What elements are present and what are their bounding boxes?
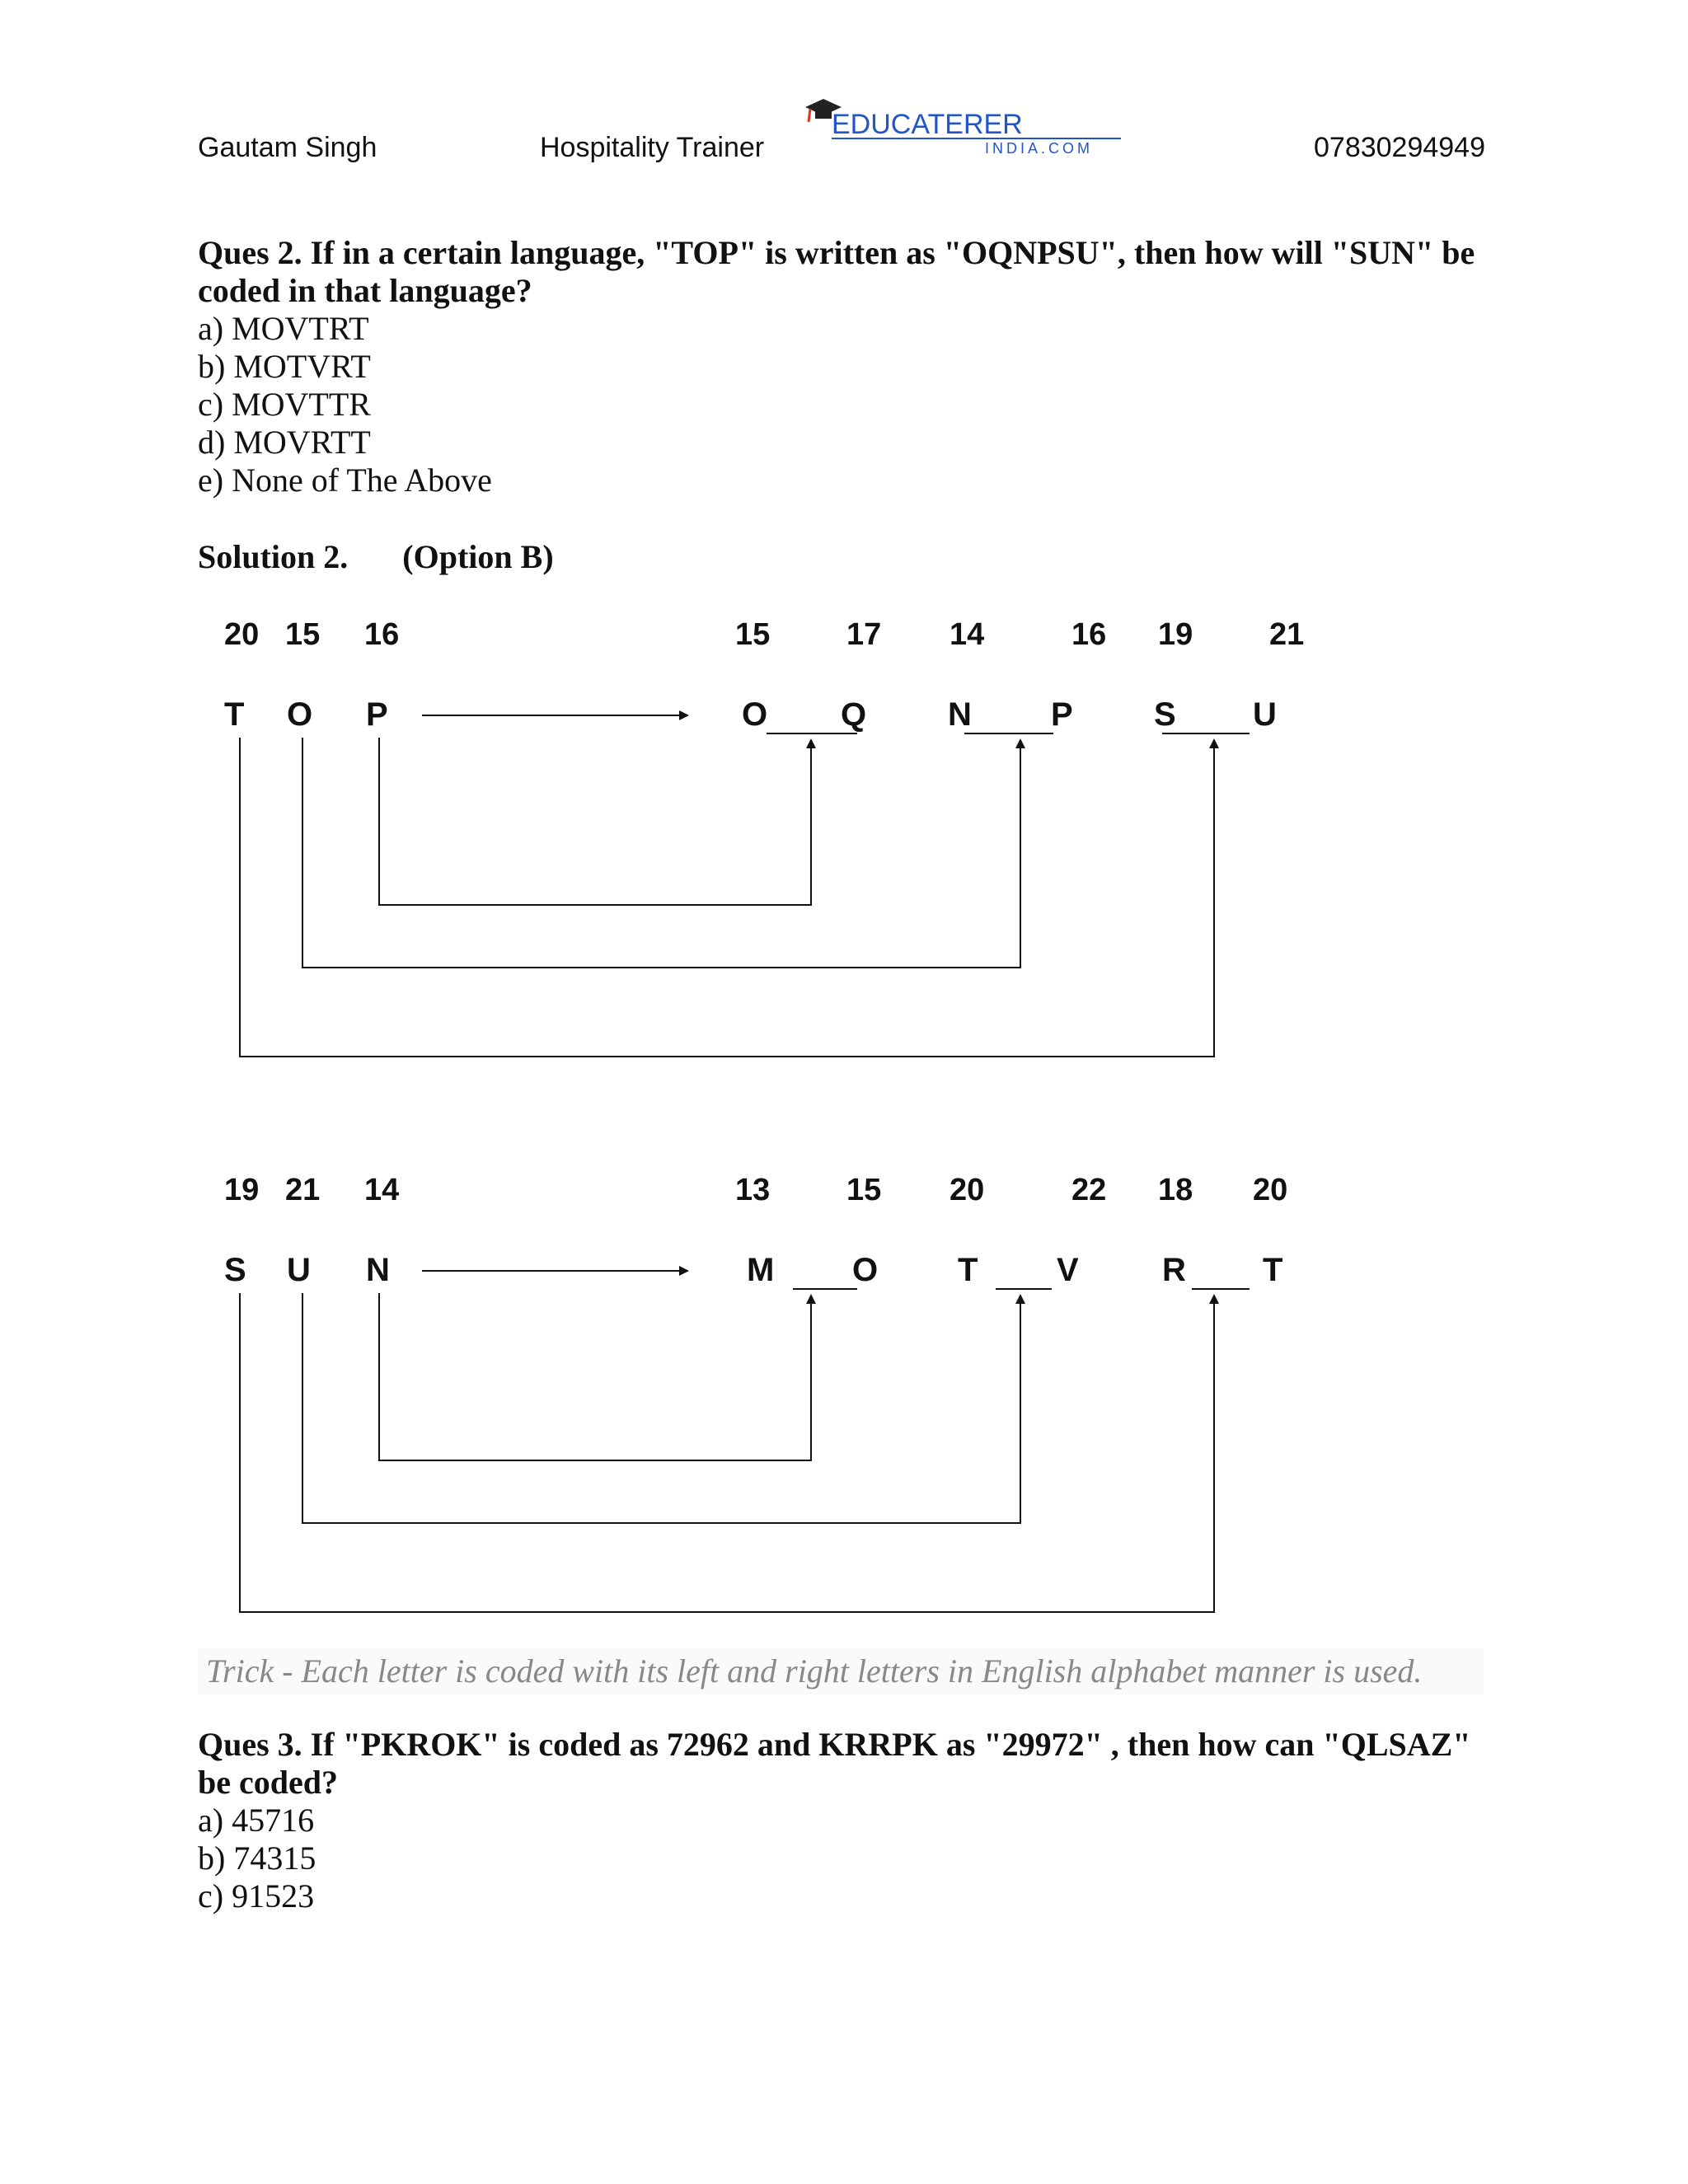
diagram-2-coded-number-6: 20	[1253, 1173, 1288, 1207]
diagram-2-coded-number-1: 13	[735, 1173, 771, 1207]
diagram-2-source-number-1: 19	[224, 1173, 260, 1207]
question-2-option-a: a) MOVTRT	[198, 310, 369, 347]
diagram-2-coded-number-2: 15	[846, 1173, 882, 1207]
logo-text-bottom: INDIA.COM	[985, 140, 1094, 157]
diagram-1-coded-number-1: 15	[735, 617, 771, 652]
diagram-2-coded-letter-2: O	[852, 1252, 879, 1288]
diagram-2-coded-number-3: 20	[950, 1173, 985, 1207]
diagram-1-source-letter-1: T	[224, 696, 245, 733]
author-phone: 07830294949	[1314, 132, 1486, 163]
diagram-2-coded-number-5: 18	[1158, 1173, 1193, 1207]
diagram-top	[224, 617, 1304, 1057]
diagram-2-coded-letter-1: M	[747, 1252, 775, 1288]
diagram-1-coded-letter-4: P	[1051, 696, 1073, 733]
question-2-option-b: b) MOTVRT	[198, 348, 371, 385]
diagram-1-coded-letter-5: S	[1154, 696, 1176, 733]
diagram-1-source-number-2: 15	[285, 617, 321, 652]
question-3	[198, 1726, 1484, 1915]
diagram-1-coded-letter-6: U	[1253, 696, 1277, 733]
question-2-option-c: c) MOVTTR	[198, 386, 371, 423]
trick-note: Trick - Each letter is coded with its left and right letters in English alphabet manner is used.	[198, 1648, 1484, 1694]
diagram-2-source-number-3: 14	[364, 1173, 400, 1207]
diagram-2-source-letter-2: U	[287, 1252, 311, 1288]
solution-2-answer: (Option B)	[402, 538, 554, 575]
question-3-option-a: a) 45716	[198, 1802, 315, 1839]
question-2-option-e: e) None of The Above	[198, 462, 492, 499]
diagram-2-coded-number-4: 22	[1071, 1173, 1107, 1207]
diagram-1-coded-number-5: 19	[1158, 617, 1193, 652]
diagram-2-source-letter-1: S	[224, 1252, 246, 1288]
author-role: Hospitality Trainer	[540, 132, 765, 163]
diagram-1-source-number-3: 16	[364, 617, 400, 652]
logo-text-top: EDUCATERER	[832, 109, 1023, 140]
diagram-2-coded-letter-6: T	[1263, 1252, 1283, 1288]
question-2-option-d: d) MOVRTT	[198, 424, 371, 461]
diagram-1-coded-number-3: 14	[950, 617, 985, 652]
diagram-1-coded-number-6: 21	[1269, 617, 1305, 652]
diagram-1-coded-letter-1: O	[742, 696, 768, 733]
question-2-stem: Ques 2. If in a certain language, "TOP" is written as "OQNPSU", then how will "SUN" be coded in that language?	[198, 234, 1475, 309]
solution-2-label: Solution 2.	[198, 538, 349, 575]
diagram-1-coded-number-2: 17	[846, 617, 882, 652]
diagram-2-coded-letter-3: T	[958, 1252, 978, 1288]
diagram-1-source-letter-3: P	[366, 696, 388, 733]
diagram-1-source-letter-2: O	[287, 696, 313, 733]
author-name: Gautam Singh	[198, 132, 377, 163]
diagram-bottom	[224, 1173, 1287, 1612]
diagram-1-coded-letter-3: N	[948, 696, 972, 733]
diagram-1-coded-letter-2: Q	[841, 696, 867, 733]
diagram-2-coded-letter-5: R	[1162, 1252, 1186, 1288]
diagram-1-source-number-1: 20	[224, 617, 260, 652]
diagram-2-source-letter-3: N	[366, 1252, 390, 1288]
diagram-2-coded-letter-4: V	[1057, 1252, 1079, 1288]
diagram-1-coded-number-4: 16	[1071, 617, 1107, 652]
question-3-stem: Ques 3. If "PKROK" is coded as 72962 and KRRPK as "29972" , then how can "QLSAZ" be coded?	[198, 1726, 1471, 1801]
diagram-2-source-number-2: 21	[285, 1173, 321, 1207]
question-3-option-b: b) 74315	[198, 1840, 316, 1877]
question-3-option-c: c) 91523	[198, 1877, 315, 1915]
